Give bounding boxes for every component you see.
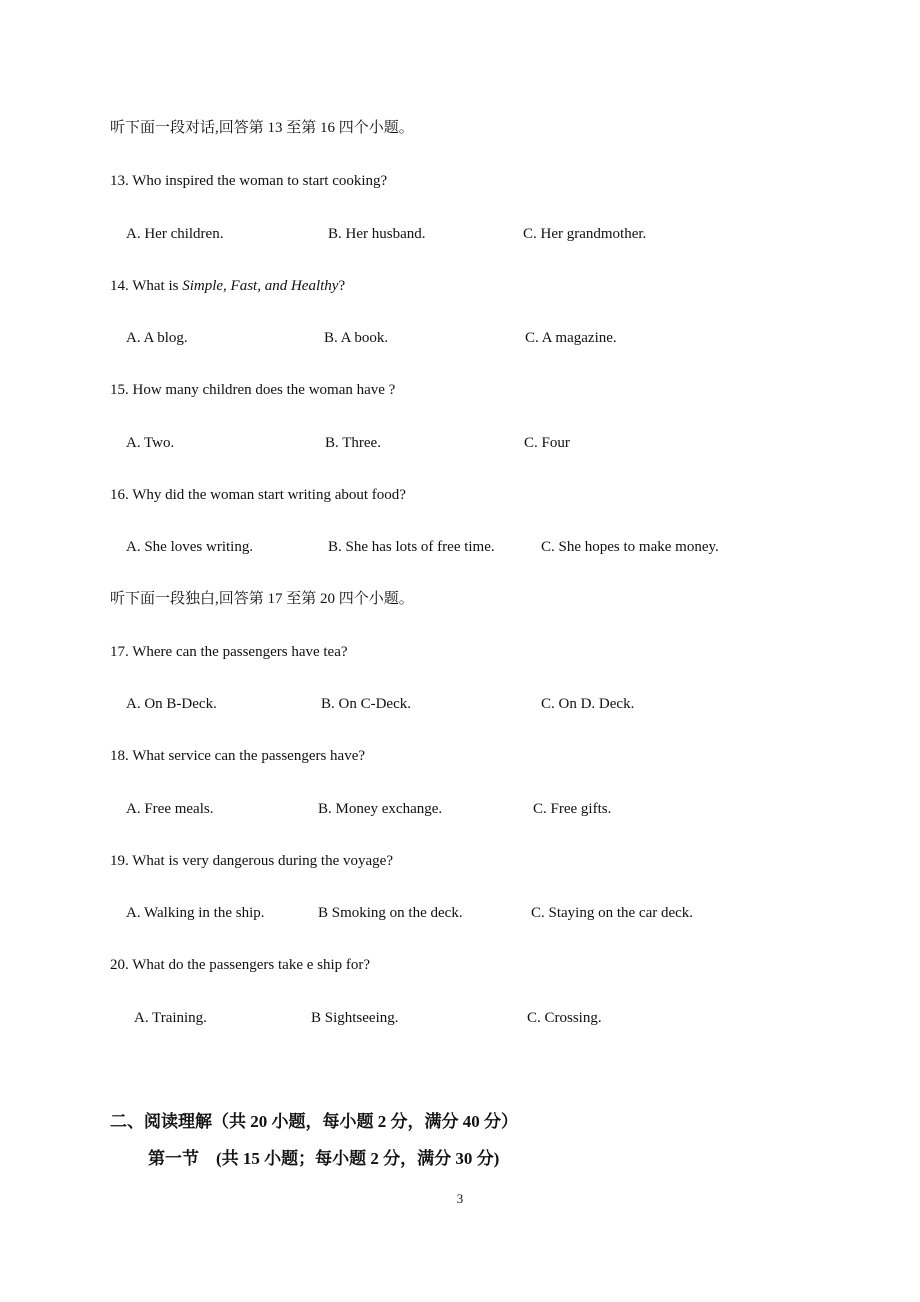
question-17-option-c: C. On D. Deck. [541,696,635,712]
question-13-stem: 13. Who inspired the woman to start cooking? [110,173,388,189]
question-16-stem: 16. Why did the woman start writing about food? [110,487,406,503]
question-17-option-a: A. On B-Deck. [126,696,217,712]
question-19-option-a: A. Walking in the ship. [126,905,265,921]
question-15-option-b: B. Three. [325,435,381,451]
question-19-option-c: C. Staying on the car deck. [531,905,694,921]
question-18-option-a: A. Free meals. [126,801,214,817]
question-15-option-c: C. Four [524,435,570,451]
question-20-option-a: A. Training. [134,1010,207,1026]
question-18-stem: 18. What service can the passengers have? [110,748,366,764]
question-18-option-c: C. Free gifts. [533,801,612,817]
question-16-option-b: B. She has lots of free time. [328,539,495,555]
question-20-option-b: B Sightseeing. [311,1010,399,1026]
question-13-option-c: C. Her grandmother. [523,226,647,242]
question-20-option-c: C. Crossing. [527,1010,602,1026]
monologue-instruction: 听下面一段独白,回答第 17 至第 20 四个小题。 [110,591,414,607]
question-15-stem: 15. How many children does the woman have ? [110,382,396,398]
question-14-stem-title: Simple, Fast, and Healthy [182,278,339,294]
question-16-option-c: C. She hopes to make money. [541,539,719,555]
question-14-option-a: A. A blog. [126,330,188,346]
question-14-stem-suffix: ? [338,278,346,294]
question-13-option-b: B. Her husband. [328,226,426,242]
question-15-option-a: A. Two. [126,435,175,451]
question-14-option-c: C. A magazine. [525,330,617,346]
section-subheading: 第一节 (共 15 小题；每小题 2 分，满分 30 分) [148,1149,500,1168]
question-14-stem [110,276,345,296]
question-19-option-b: B Smoking on the deck. [318,905,463,921]
page-number: 3 [456,1191,464,1206]
question-20-stem: 20. What do the passengers take e ship for? [110,957,371,973]
dialogue-instruction: 听下面一段对话,回答第 13 至第 16 四个小题。 [110,120,414,136]
question-19-stem: 19. What is very dangerous during the voyage? [110,853,393,869]
question-14-option-b: B. A book. [324,330,389,346]
question-17-option-b: B. On C-Deck. [321,696,411,712]
section-heading: 二、阅读理解（共 20 小题，每小题 2 分，满分 40 分） [110,1112,518,1131]
question-13-option-a: A. Her children. [126,226,224,242]
question-17-stem: 17. Where can the passengers have tea? [110,644,348,660]
question-14-stem-prefix: 14. What is [110,278,183,294]
question-18-option-b: B. Money exchange. [318,801,443,817]
question-16-option-a: A. She loves writing. [126,539,254,555]
